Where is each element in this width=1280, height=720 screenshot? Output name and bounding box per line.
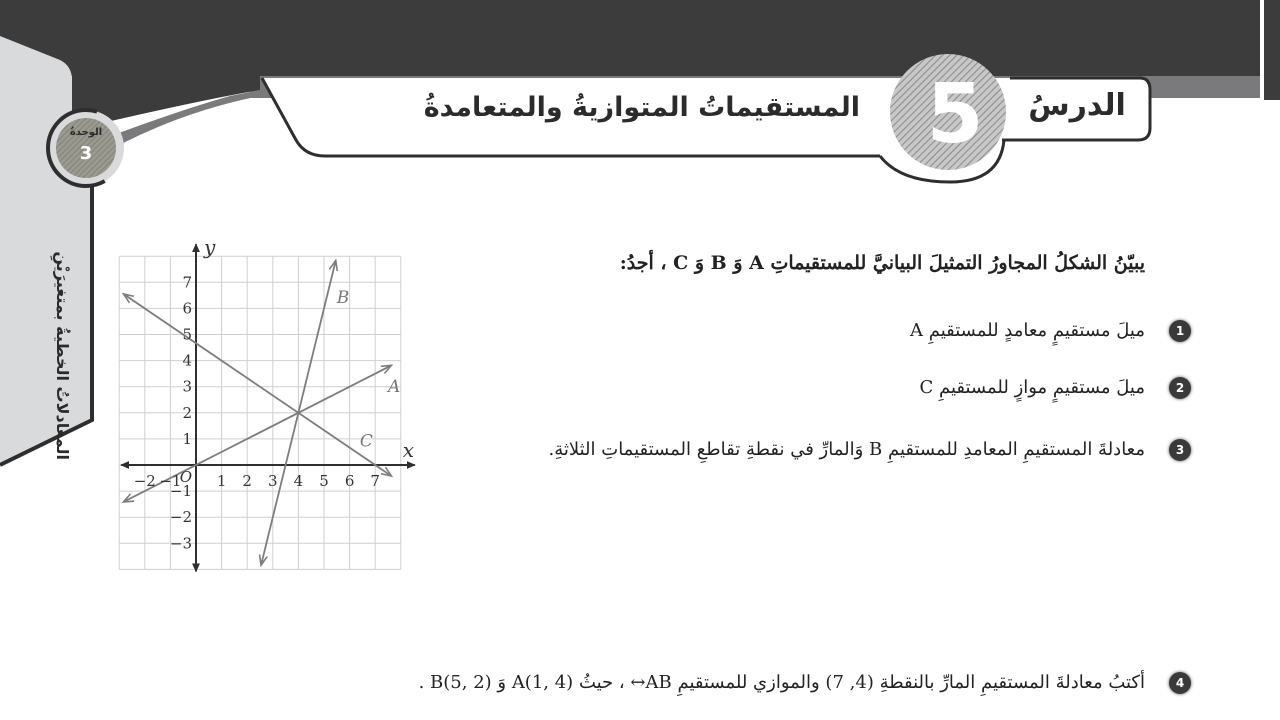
unit-number: 3 <box>79 143 93 164</box>
question-text: ميلَ مستقيمٍ موازٍ للمستقيمِ C <box>919 377 1145 398</box>
svg-text:x: x <box>402 438 415 462</box>
svg-text:5: 5 <box>319 472 329 490</box>
svg-text:−2: −2 <box>169 508 192 527</box>
svg-text:7: 7 <box>370 472 380 490</box>
lesson-label: الدرسُ <box>1028 88 1126 123</box>
svg-text:2: 2 <box>242 472 252 490</box>
svg-text:O: O <box>179 468 192 486</box>
lesson-number: 5 <box>926 67 984 162</box>
number-badge: 4 <box>1169 672 1191 694</box>
svg-text:−3: −3 <box>169 534 192 553</box>
question-text: معادلةَ المستقيمِ المعامدِ للمستقيمِ B وَالمارِّ في نقطةِ تقاطعِ المستقيماتِ الثلاثةِ. <box>548 439 1145 460</box>
svg-text:3: 3 <box>182 377 192 396</box>
unit-label: الوحدةُ <box>69 127 103 138</box>
svg-text:B: B <box>336 288 350 309</box>
number-badge: 2 <box>1169 377 1191 399</box>
svg-text:4: 4 <box>293 472 304 490</box>
lesson-title: المستقيماتُ المتوازيةُ والمتعامدةُ <box>423 92 860 123</box>
problem-intro: يبيّنُ الشكلُ المجاورُ التمثيلَ البيانيَّ للمستقيماتِ A وَ B وَ C ، أجدُ: <box>619 252 1145 274</box>
question-2 <box>465 365 1185 411</box>
number-badge: 1 <box>1169 320 1191 342</box>
svg-text:5: 5 <box>182 325 192 344</box>
question-3 <box>465 427 1185 473</box>
svg-text:1: 1 <box>182 429 192 448</box>
question-text: ميلَ مستقيمٍ معامدٍ للمستقيمِ A <box>910 320 1145 341</box>
question-4 <box>285 660 1185 706</box>
svg-text:C: C <box>359 431 373 452</box>
svg-text:7: 7 <box>182 273 192 292</box>
svg-text:−2: −2 <box>133 472 156 490</box>
svg-text:6: 6 <box>182 299 192 318</box>
question-1 <box>465 308 1185 354</box>
number-badge: 3 <box>1169 439 1191 461</box>
svg-text:3: 3 <box>268 472 278 490</box>
svg-text:−1: −1 <box>159 472 182 490</box>
svg-text:A: A <box>388 376 401 397</box>
svg-text:4: 4 <box>182 351 192 370</box>
svg-text:−1: −1 <box>169 482 192 501</box>
question-text: أكتبُ معادلةَ المستقيمِ المارِّ بالنقطةِ (4, 7) والموازي للمستقيمِ AB↔ ، حيثُ A(1, 4) وَ B(5, 2) . <box>418 672 1145 693</box>
svg-text:1: 1 <box>216 472 227 490</box>
svg-text:2: 2 <box>182 403 192 422</box>
svg-text:6: 6 <box>344 472 355 490</box>
svg-text:y: y <box>204 235 216 260</box>
unit-title: المعادلاتُ الخطيةُ بمتغيرَيْنِ <box>53 251 72 460</box>
